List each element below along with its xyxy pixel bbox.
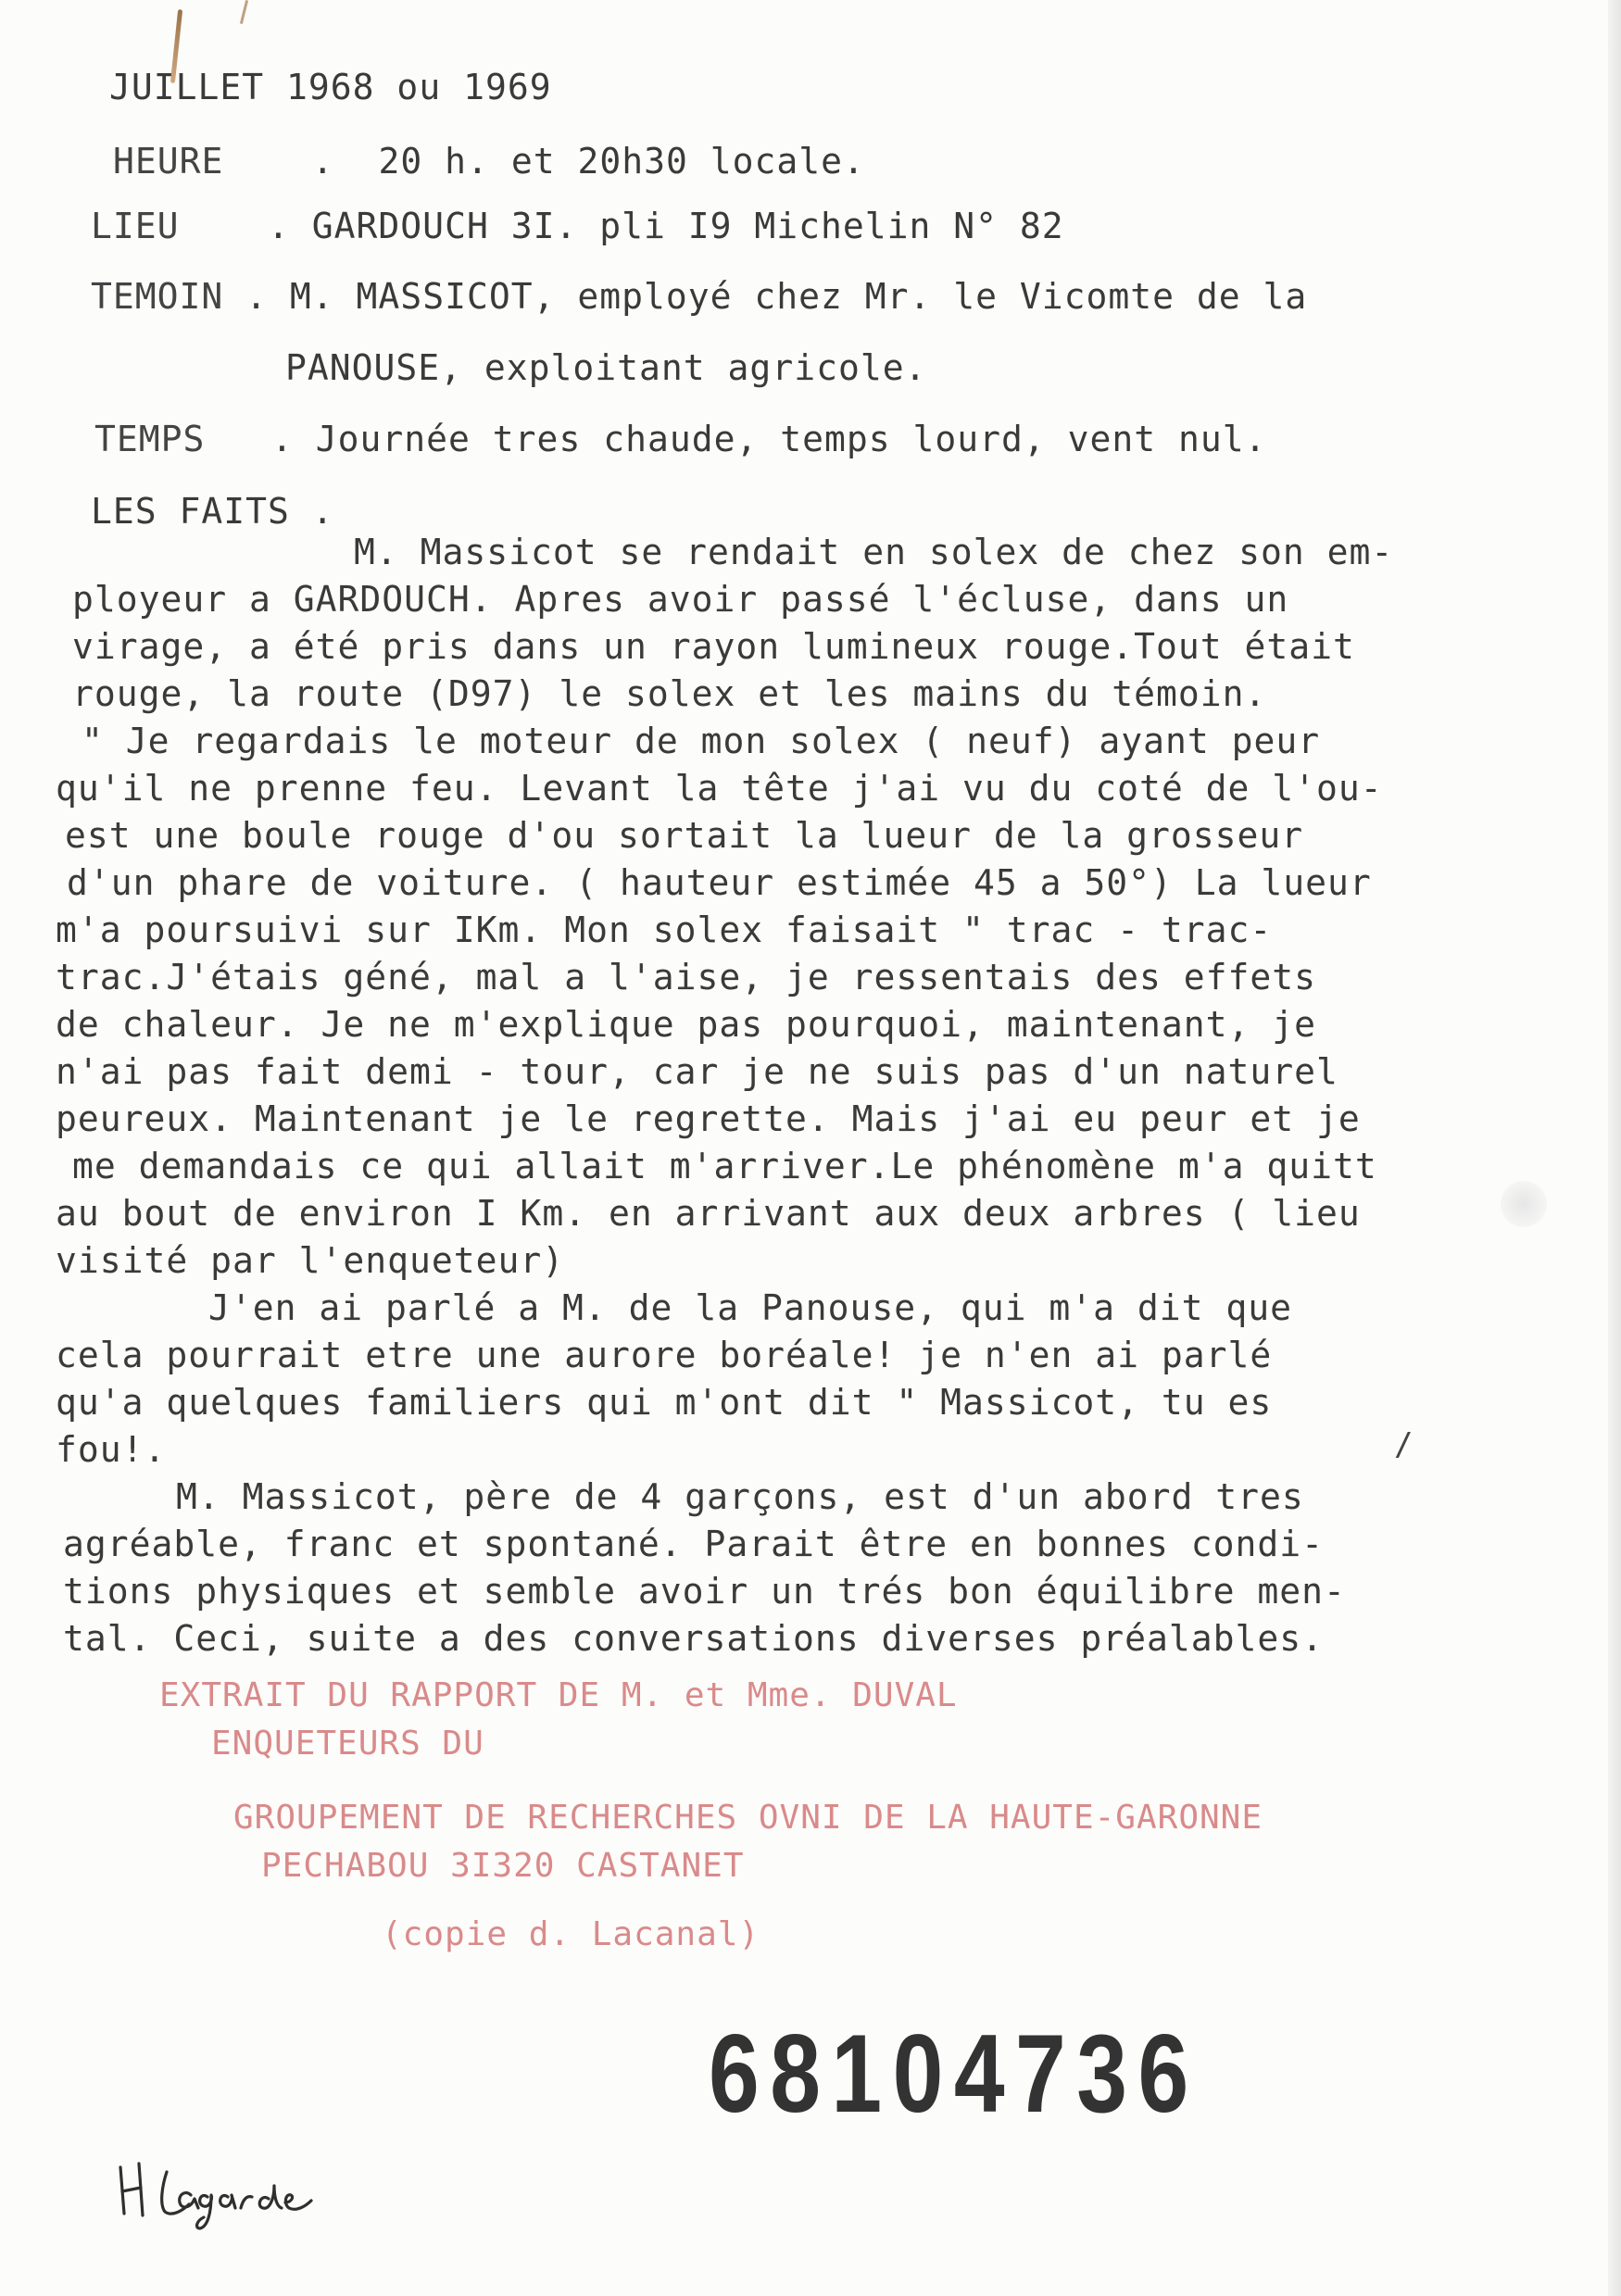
body-line: visité par l'enqueteur) [56, 1240, 565, 1281]
page-edge-shadow [1608, 0, 1621, 2296]
stamp-line-4: PECHABOU 3I320 CASTANET [261, 1847, 745, 1885]
body-line: me demandais ce qui allait m'arriver.Le phénomène m'a quitt [72, 1146, 1377, 1186]
body-line: trac.J'étais géné, mal a l'aise, je ressentais des effets [56, 957, 1317, 997]
body-line: M. Massicot se rendait en solex de chez son em- [354, 532, 1394, 572]
body-line: M. Massicot, père de 4 garçons, est d'un abord tres [176, 1476, 1304, 1517]
ink-mark-small [240, 0, 248, 24]
stamp-line-3: GROUPEMENT DE RECHERCHES OVNI DE LA HAUTE-GARONNE [233, 1799, 1263, 1837]
body-line: qu'il ne prenne feu. Levant la tête j'ai vu du coté de l'ou- [56, 768, 1383, 809]
weather-label: TEMPS [94, 419, 206, 459]
stamp-line-2: ENQUETEURS DU [211, 1725, 484, 1763]
stamp-line-5: (copie d. Lacanal) [382, 1915, 760, 1953]
body-line: J'en ai parlé a M. de la Panouse, qui m'a dit que [208, 1287, 1293, 1328]
handwritten-signature [111, 2130, 389, 2241]
witness-label: TEMOIN [91, 276, 224, 317]
pen-mark: / [1394, 1426, 1414, 1463]
body-line: virage, a été pris dans un rayon lumineux rouge.Tout était [72, 626, 1355, 667]
body-line: " Je regardais le moteur de mon solex ( neuf) ayant peur [82, 721, 1321, 761]
body-line: d'un phare de voiture. ( hauteur estimée 45 a 50°) La lueur [67, 862, 1372, 903]
body-line: fou!. [56, 1429, 167, 1470]
reference-number: 68104736 [709, 2012, 1200, 2136]
time-value: 20 h. et 20h30 locale. [378, 141, 865, 182]
time-line: HEURE . 20 h. et 20h30 locale. [113, 141, 865, 182]
body-line: ployeur a GARDOUCH. Apres avoir passé l'écluse, dans un [72, 579, 1289, 620]
time-label: HEURE [113, 141, 224, 182]
body-line: n'ai pas fait demi - tour, car je ne suis pas d'un naturel [56, 1051, 1338, 1092]
weather-line: TEMPS . Journée tres chaude, temps lourd, vent nul. [94, 419, 1267, 459]
place-line: LIEU . GARDOUCH 3I. pli I9 Michelin N° 82 [91, 206, 1064, 246]
stamp-line-1: EXTRAIT DU RAPPORT DE M. et Mme. DUVAL [159, 1676, 958, 1714]
weather-value: Journée tres chaude, temps lourd, vent nul. [315, 419, 1267, 459]
body-line: peureux. Maintenant je le regrette. Mais j'ai eu peur et je [56, 1098, 1361, 1139]
body-line: de chaleur. Je ne m'explique pas pourquoi, maintenant, je [56, 1004, 1317, 1045]
body-line: cela pourrait etre une aurore boréale! je n'en ai parlé [56, 1335, 1273, 1375]
date-line [109, 67, 552, 107]
body-line: m'a poursuivi sur IKm. Mon solex faisait " trac - trac- [56, 910, 1273, 950]
facts-label: LES FAITS . [91, 491, 334, 532]
place-value: GARDOUCH 3I. pli I9 Michelin N° 82 [311, 206, 1064, 246]
date-value: 1968 ou 1969 [286, 67, 552, 107]
body-line: au bout de environ I Km. en arrivant aux deux arbres ( lieu [56, 1193, 1361, 1234]
body-line: agréable, franc et spontané. Parait être en bonnes condi- [63, 1524, 1325, 1564]
body-line: rouge, la route (D97) le solex et les mains du témoin. [72, 673, 1267, 714]
witness-value-1: M. MASSICOT, employé chez Mr. le Vicomte de la [289, 276, 1308, 317]
place-label: LIEU [91, 206, 180, 246]
smudge [1501, 1181, 1547, 1227]
body-line: tions physiques et semble avoir un trés bon équilibre men- [63, 1571, 1346, 1612]
body-line: est une boule rouge d'ou sortait la lueur de la grosseur [65, 815, 1304, 856]
date-label: JUILLET [109, 67, 265, 107]
witness-line: TEMOIN . M. MASSICOT, employé chez Mr. le Vicomte de la [91, 276, 1308, 317]
witness-line-2: PANOUSE, exploitant agricole. [285, 347, 927, 388]
body-line: qu'a quelques familiers qui m'ont dit " Massicot, tu es [56, 1382, 1273, 1423]
body-line: tal. Ceci, suite a des conversations diverses préalables. [63, 1618, 1325, 1659]
